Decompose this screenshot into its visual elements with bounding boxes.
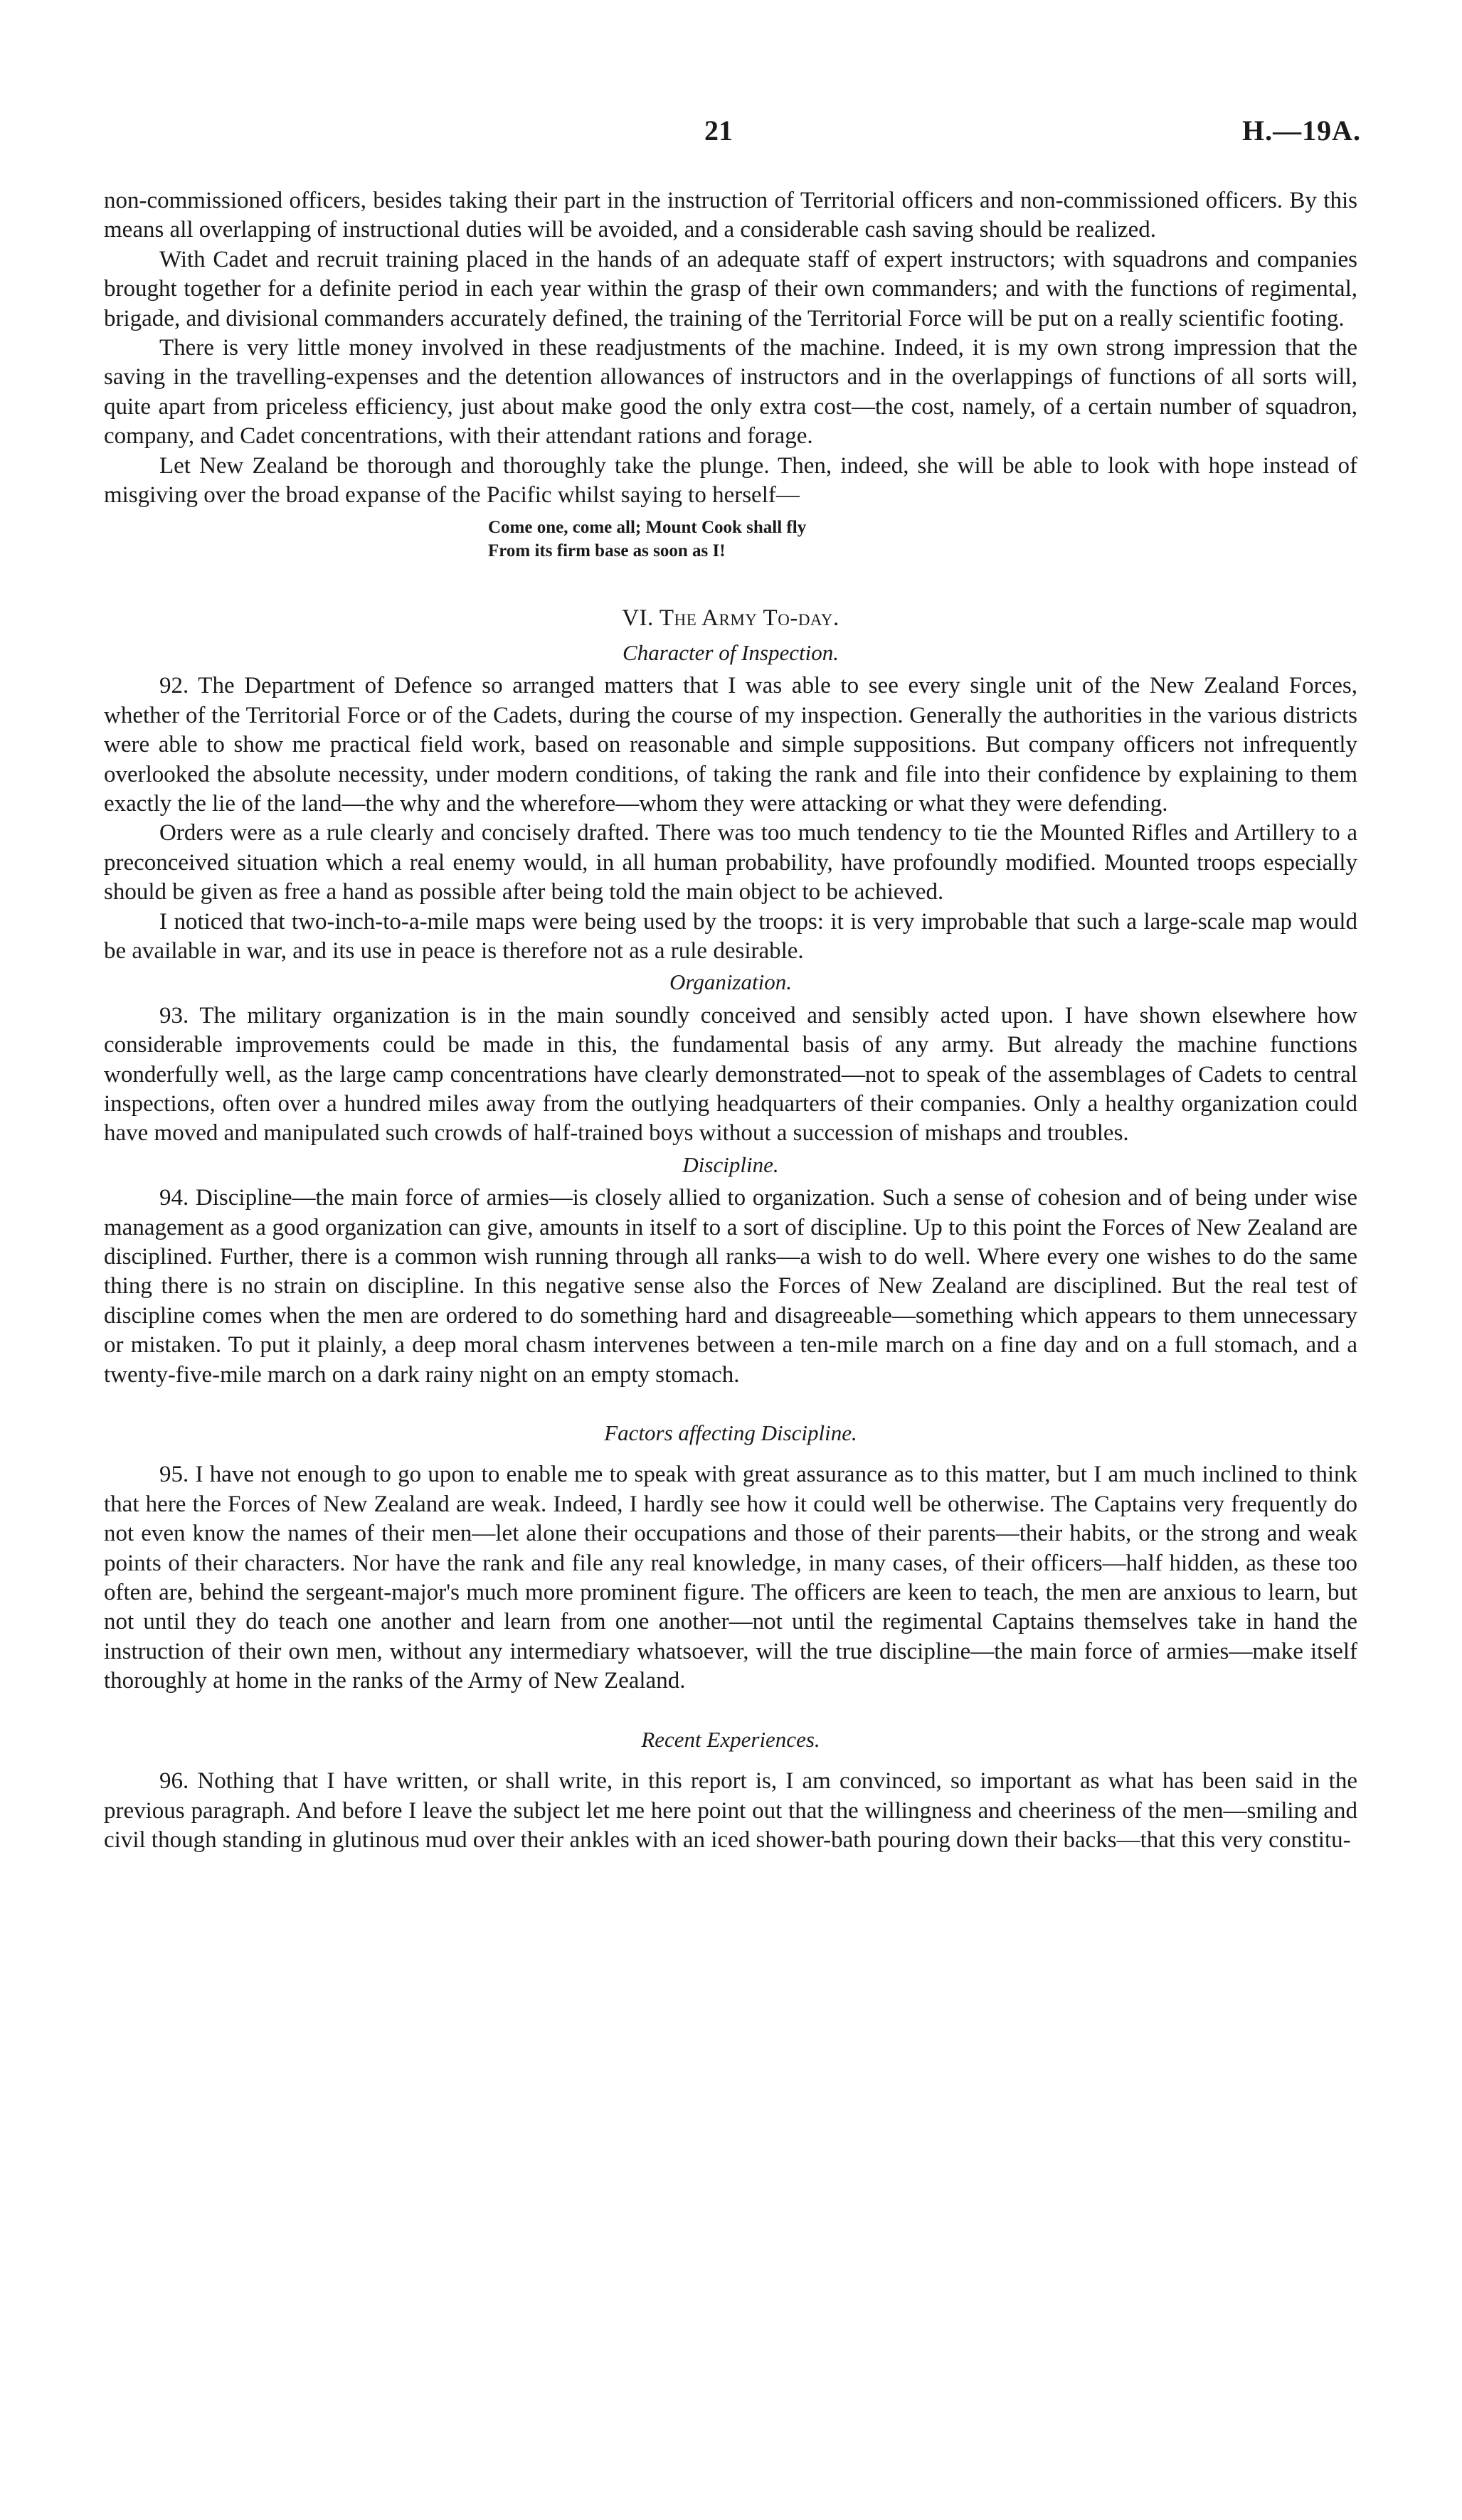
page-header — [0, 114, 1462, 156]
paper-reference: H.—19A. — [1242, 115, 1361, 147]
paragraph: 94. Discipline—the main force of armies—is closely allied to organization. Such a sense of cohesion and of being under wise management as a good organization can give, amounts in itself to a sort of discipline. Up to this point the Forces of New Zealand are disciplined. Further, there is a common wish running through all ranks—a wish to do well. Where every one wishes to do the same thing there is no strain on discipline. In this negative sense also the Forces of New Zealand are disciplined. But the real test of discipline comes when the men are ordered to do something hard and disagreeable—something which appears to them unnecessary or mistaken. To put it plainly, a deep moral chasm intervenes between a ten-mile march on a fine day and on a full stomach, and a twenty-five-mile march on a dark rainy night on an empty stomach. — [104, 1185, 1357, 1388]
paragraph-continuation: non-commissioned officers, besides taking their part in the instruction of Territorial officers and non-commissioned officers. By this means all overlapping of instructional duties will be avoided, and a considerable cash saving should be realized. — [104, 188, 1357, 243]
paragraph: 92. The Department of Defence so arranged matters that I was able to see every single unit of the New Zealand Forces, whether of the Territorial Force or of the Cadets, during the course of my inspection. Generally the authorities in the various districts were able to show me practical field work, based on reasonable and simple suppositions. But company officers not infrequently overlooked the absolute necessity, under modern conditions, of taking the rank and file into their confidence by explaining to them exactly the lie of the land—the why and the wherefore—whom they were attacking or what they were defending. — [104, 673, 1357, 817]
page-number: 21 — [704, 115, 733, 147]
paragraph: There is very little money involved in these readjustments of the machine. Indeed, it is my own strong impression that the saving in the travelling-expenses and the detention allowances of instructors and in the overlappings of functions of all sorts will, quite apart from priceless efficiency, just about make good the only extra cost—the cost, namely, of a certain number of squadron, company, and Cadet concentrations, with their attendant rations and forage. — [104, 335, 1357, 450]
subsection-heading: Discipline. — [682, 1152, 779, 1177]
paragraph: Orders were as a rule clearly and concisely drafted. There was too much tendency to tie the Mounted Rifles and Artillery to a preconceived situation which a real enemy would, in all human probability, have profoundly modified. Mounted troops especially should be given as free a hand as possible after being told the main object to be achieved. — [104, 820, 1357, 905]
subsection-heading: Organization. — [669, 969, 792, 995]
verse-line: From its firm base as soon as I! — [488, 541, 726, 561]
subsection-heading: Factors affecting Discipline. — [604, 1420, 857, 1446]
subsection-heading: Character of Inspection. — [623, 639, 839, 665]
paragraph: Let New Zealand be thorough and thoroughly take the plunge. Then, indeed, she will be able to look with hope instead of misgiving over the broad expanse of the Pacific whilst saying to herself— — [104, 452, 1357, 509]
verse-quotation — [488, 516, 1357, 563]
paragraph: 95. I have not enough to go upon to enable me to speak with great assurance as to this matter, but I am much inclined to think that here the Forces of New Zealand are weak. Indeed, I hardly see how it could well be otherwise. The Captains very frequently do not even know the names of their men—let alone their occupations and those of their parents—their habits, or the strong and weak points of their characters. Nor have the rank and file any real knowledge, in many cases, of their officers—half hidden, as these too often are, behind the sergeant-major's much more prominent figure. The officers are keen to teach, the men are anxious to learn, but not until they do teach one another and learn from one another—not until the regimental Captains themselves take in hand the instruction of their own men, without any intermediary whatsoever, will the true discipline—the main force of armies—make itself thoroughly at home in the ranks of the Army of New Zealand. — [104, 1462, 1357, 1694]
paragraph: With Cadet and recruit training placed in the hands of an adequate staff of expert instructors; with squadrons and companies brought together for a definite period in each year within the grasp of their own commanders; and with the functions of regimental, brigade, and divisional commanders accurately defined, the training of the Territorial Force will be put on a really scientific footing. — [104, 246, 1357, 331]
document-body — [104, 186, 1357, 1855]
paragraph: 96. Nothing that I have written, or shall write, in this report is, I am convinced, so important as what has been said in the previous paragraph. And before I leave the subject let me here point out that the willingness and cheeriness of the men—smiling and civil though standing in glutinous mud over their ankles with an iced shower-bath pouring down their backs—that this very constitu- — [104, 1768, 1357, 1853]
paragraph: 93. The military organization is in the main soundly conceived and sensibly acted upon. I have shown elsewhere how considerable improvements could be made in this, the fundamental basis of any army. But already the machine functions wonderfully well, as the large camp concentrations have clearly demonstrated—not to speak of the assemblages of Cadets to central inspections, often over a hundred miles away from the outlying headquarters of their companies. Only a healthy organization could have moved and manipulated such crowds of half-trained boys without a succession of mishaps and troubles. — [104, 1002, 1357, 1147]
paragraph: I noticed that two-inch-to-a-mile maps were being used by the troops: it is very improbable that such a large-scale map would be available in war, and its use in peace is therefore not as a rule desirable. — [104, 908, 1357, 964]
verse-line: Come one, come all; Mount Cook shall fly — [488, 518, 807, 538]
section-heading: VI. The Army To-day. — [622, 605, 839, 632]
subsection-heading: Recent Experiences. — [641, 1726, 820, 1752]
